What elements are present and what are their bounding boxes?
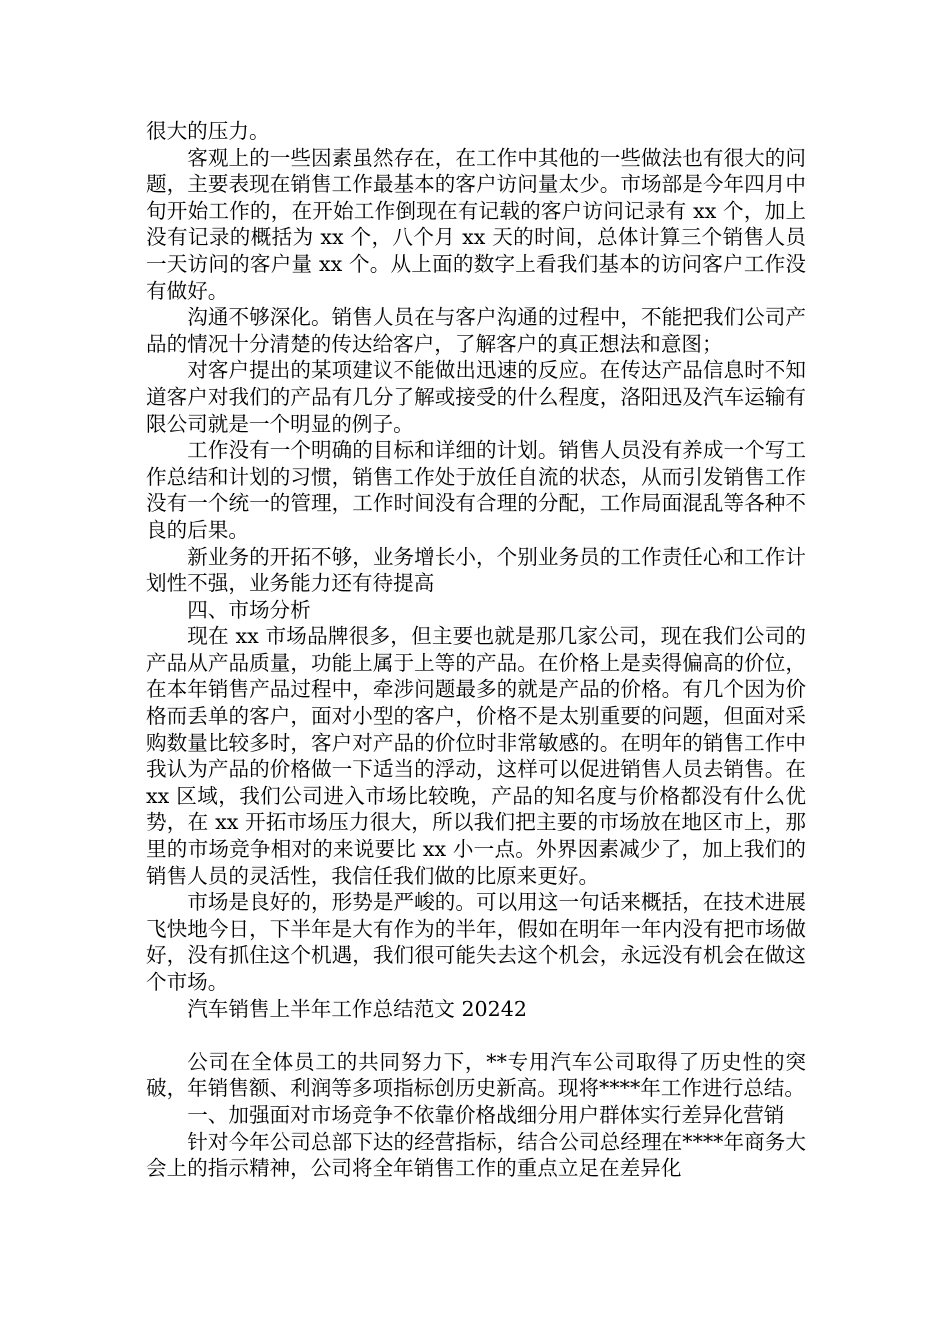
paragraph-company-intro: 公司在全体员工的共同努力下，**专用汽车公司取得了历史性的突破，年销售额、利润等多项指标创历史新高。现将****年工作进行总结。 (146, 1049, 806, 1101)
article-title: 汽车销售上半年工作总结范文 20242 (187, 996, 527, 1021)
paragraph-response: 对客户提出的某项建议不能做出迅速的反应。在传达产品信息时不知道客户对我们的产品有几分了解或接受的什么程度，洛阳迅及汽车运输有限公司就是一个明显的例子。 (146, 358, 806, 436)
paragraph-market-brands: 现在 xx 市场品牌很多，但主要也就是那几家公司，现在我们公司的产品从产品质量，功能上属于上等的产品。在价格上是卖得偏高的价位，在本年销售产品过程中，牵涉问题最多的就是产品的价格。有几个因为价格而丢单的客户，面对小型的客户，价格不是太别重要的问题，但面对采购数量比较多时，客户对产品的价位时非常敏感的。在明年的销售工作中我认为产品的价格做一下适当的浮动，这样可以促进销售人员去销售。在 xx 区域，我们公司进入市场比较晚，产品的知名度与价格都没有什么优势，在 xx 开拓市场压力很大，所以我们把主要的市场放在地区市上，那里的市场竞争相对的来说要比 xx 小一点。外界因素减少了，加上我们的销售人员的灵活性，我信任我们做的比原来更好。 (146, 624, 806, 888)
paragraph-targets: 针对今年公司总部下达的经营指标，结合公司总经理在****年商务大会上的指示精神，公司将全年销售工作的重点立足在差异化 (146, 1129, 806, 1181)
paragraph-planning: 工作没有一个明确的目标和详细的计划。销售人员没有养成一个写工作总结和计划的习惯，销售工作处于放任自流的状态，从而引发销售工作没有一个统一的管理，工作时间没有合理的分配，工作局面混乱等各种不良的后果。 (146, 438, 806, 542)
section-heading-differentiation: 一、加强面对市场竞争不依靠价格战细分用户群体实行差异化营销 (187, 1102, 785, 1127)
paragraph-continuation: 很大的压力。 (146, 119, 270, 143)
paragraph-communication: 沟通不够深化。销售人员在与客户沟通的过程中，不能把我们公司产品的情况十分清楚的传达给客户，了解客户的真正想法和意图； (146, 305, 806, 356)
blank-line (146, 1022, 806, 1049)
section-heading-market-analysis: 四、市场分析 (187, 597, 311, 622)
paragraph-visit-volume: 客观上的一些因素虽然存在，在工作中其他的一些做法也有很大的问题，主要表现在销售工作最基本的客户访问量太少。市场部是今年四月中旬开始工作的，在开始工作倒现在有记载的客户访问记录有 xx 个，加上没有记录的概括为 xx 个，八个月 xx 天的时间，总体计算三个销售人员一天访问的客户量 xx 个。从上面的数字上看我们基本的访问客户工作没有做好。 (146, 145, 806, 303)
paragraph-new-business: 新业务的开拓不够，业务增长小，个别业务员的工作责任心和工作计划性不强，业务能力还有待提高 (146, 544, 806, 596)
document-page (146, 118, 806, 1182)
paragraph-market-outlook: 市场是良好的，形势是严峻的。可以用这一句话来概括，在技术进展飞快地今日，下半年是大有作为的半年，假如在明年一年内没有把市场做好，没有抓住这个机遇，我们很可能失去这个机会，永远没有机会在做这个市场。 (146, 890, 806, 994)
